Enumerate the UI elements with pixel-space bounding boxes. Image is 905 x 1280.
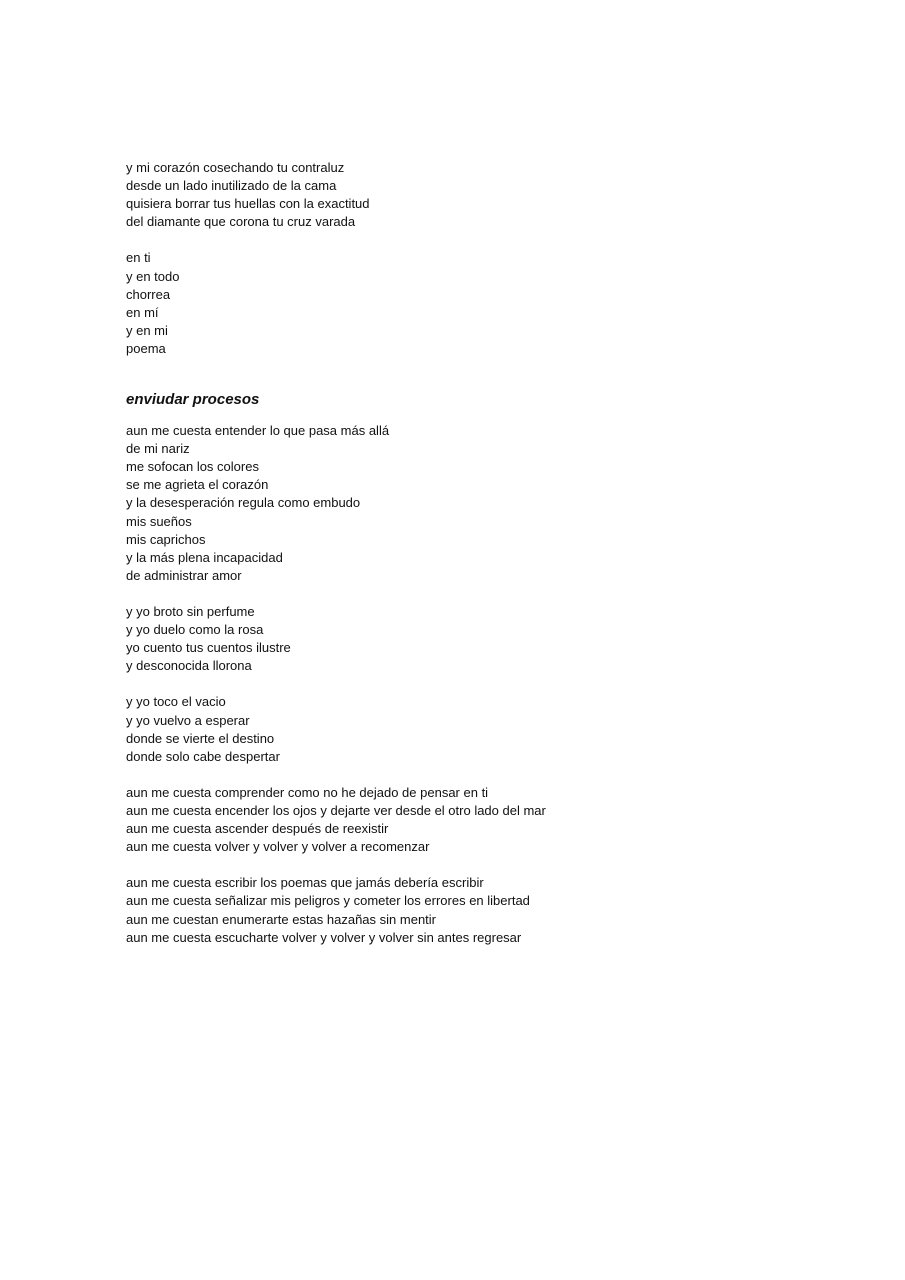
poem-line: y desconocida llorona: [126, 658, 252, 674]
poem-line: del diamante que corona tu cruz varada: [126, 214, 356, 230]
poem-line: yo cuento tus cuentos ilustre: [126, 640, 291, 656]
poem-line: mis caprichos: [126, 531, 206, 547]
poem-line: y la más plena incapacidad: [126, 549, 283, 565]
stanza-break: [126, 675, 826, 693]
poem-line: y yo toco el vacio: [126, 694, 226, 710]
poem-line: y yo duelo como la rosa: [126, 622, 264, 638]
poem-line: donde solo cabe despertar: [126, 748, 280, 764]
poem-line: aun me cuesta encender los ojos y dejarte ver desde el otro lado del mar: [126, 803, 546, 818]
poem-line: en mí: [126, 304, 159, 320]
section-break: [126, 358, 826, 388]
poem-line: poema: [126, 340, 166, 356]
poem-line: aun me cuesta volver y volver y volver a recomenzar: [126, 839, 430, 855]
stanza: [126, 422, 826, 585]
poem-line: y en mi: [126, 322, 168, 338]
poem-line: se me agrieta el corazón: [126, 477, 269, 493]
title-spacing: [126, 412, 826, 422]
poem-line: quisiera borrar tus huellas con la exactitud: [126, 196, 370, 212]
stanza: [126, 603, 826, 675]
poem-line: donde se vierte el destino: [126, 730, 275, 746]
poem-line: y mi corazón cosechando tu contraluz: [126, 160, 345, 175]
poem-content: [126, 159, 826, 947]
stanza: [126, 693, 826, 765]
poem-line: me sofocan los colores: [126, 459, 259, 475]
poem-line: aun me cuesta ascender después de reexistir: [126, 821, 389, 837]
stanza-break: [126, 766, 826, 784]
stanza: [126, 249, 826, 358]
poem-line: de administrar amor: [126, 567, 242, 583]
stanza: [126, 784, 826, 856]
poem-line: y yo vuelvo a esperar: [126, 712, 250, 728]
stanza-break: [126, 231, 826, 249]
poem-line: aun me cuesta señalizar mis peligros y cometer los errores en libertad: [126, 893, 530, 909]
poem-line: y yo broto sin perfume: [126, 603, 255, 619]
poem-line: desde un lado inutilizado de la cama: [126, 178, 337, 194]
stanza-break: [126, 585, 826, 603]
poem-line: y la desesperación regula como embudo: [126, 495, 361, 511]
poem-line: chorrea: [126, 286, 171, 302]
poem-line: aun me cuesta entender lo que pasa más allá: [126, 423, 390, 439]
poem-line: aun me cuesta escucharte volver y volver y volver sin antes regresar: [126, 929, 522, 945]
poem-line: aun me cuesta comprender como no he dejado de pensar en ti: [126, 784, 489, 800]
stanza: [126, 874, 826, 946]
poem-line: aun me cuesta escribir los poemas que jamás debería escribir: [126, 875, 484, 891]
poem-title: enviudar procesos: [126, 391, 260, 409]
stanza: [126, 159, 826, 231]
poem-line: mis sueños: [126, 513, 192, 529]
poem-line: y en todo: [126, 268, 180, 284]
stanza-break: [126, 856, 826, 874]
poem-line: en ti: [126, 250, 151, 266]
poem-line: de mi nariz: [126, 441, 190, 457]
poem-line: aun me cuestan enumerarte estas hazañas sin mentir: [126, 911, 437, 927]
